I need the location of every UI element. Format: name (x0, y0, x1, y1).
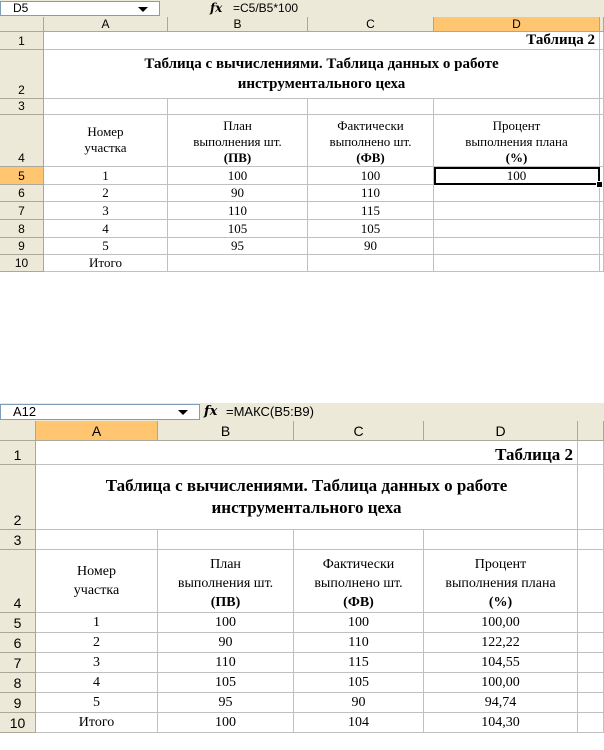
bottom-total-number-cell-text: Итого (78, 715, 115, 730)
bottom-column-header[interactable]: A (36, 421, 158, 441)
bottom-title-cell-text: Таблица с вычислениями. Таблица данных о работе (105, 475, 508, 495)
bottom-number-cell[interactable] (36, 633, 158, 653)
bottom-number-cell[interactable] (36, 673, 158, 693)
bottom-row-header[interactable]: 4 (0, 550, 36, 613)
bottom-plan-cell[interactable] (158, 613, 294, 633)
bottom-percent-cell[interactable] (424, 653, 578, 673)
top-row-header[interactable]: 2 (0, 50, 44, 99)
bottom-actual-cell[interactable] (294, 613, 424, 633)
top-filler-cell[interactable] (600, 115, 604, 167)
bottom-plan-cell-text: 95 (218, 695, 233, 710)
top-number-cell-text: 1 (102, 167, 109, 183)
bottom-total-plan-cell-text: 100 (215, 715, 236, 730)
bottom-header-percent-text: выполнения плана (445, 576, 556, 591)
top-row-header[interactable]: 6 (0, 185, 44, 202)
bottom-total-percent-cell[interactable] (424, 713, 578, 733)
bottom-select-all-corner[interactable] (0, 421, 36, 441)
bottom-number-cell-text: 5 (93, 695, 100, 710)
bottom-plan-cell[interactable] (158, 653, 294, 673)
bottom-header-plan-text: выполнения шт. (177, 576, 274, 591)
bottom-table-number-cell[interactable] (36, 441, 578, 465)
bottom-plan-cell[interactable] (158, 633, 294, 653)
top-number-cell[interactable] (44, 220, 168, 238)
top-header-number-text: Номер (87, 124, 124, 139)
bottom-filler-cell[interactable] (578, 633, 604, 653)
bottom-actual-cell-text: 105 (348, 675, 369, 690)
bottom-row-header[interactable]: 5 (0, 613, 36, 633)
top-number-cell-text: 2 (102, 185, 109, 200)
bottom-column-header[interactable]: C (294, 421, 424, 441)
top-formula-input[interactable]: =C5/B5*100 (233, 1, 299, 15)
bottom-column-header-filler (578, 421, 604, 441)
top-row-header[interactable]: 7 (0, 202, 44, 220)
top-percent-cell[interactable] (434, 185, 600, 202)
bottom-plan-cell-text: 100 (215, 615, 236, 630)
top-header-percent-text: Процент (492, 118, 541, 133)
top-actual-cell[interactable] (308, 167, 434, 185)
bottom-filler-cell[interactable] (578, 613, 604, 633)
top-row-header[interactable]: 1 (0, 32, 44, 50)
bottom-cell-grid (0, 421, 604, 750)
top-plan-cell[interactable] (168, 238, 308, 255)
top-header-plan-text: План (223, 118, 252, 133)
top-header-percent-text: выполнения плана (465, 134, 568, 149)
top-filler-cell[interactable] (600, 32, 604, 50)
bottom-plan-cell[interactable] (158, 693, 294, 713)
top-title-cell-text: инструментального цеха (237, 75, 406, 92)
top-filler-cell[interactable] (600, 255, 604, 272)
top-filler-cell[interactable] (600, 99, 604, 115)
top-fx-icon[interactable]: fx (210, 1, 223, 15)
bottom-header-plan-text: (ПВ) (210, 595, 241, 610)
bottom-row-header[interactable]: 7 (0, 653, 36, 673)
bottom-row-header[interactable]: 10 (0, 713, 36, 733)
bottom-number-cell[interactable] (36, 693, 158, 713)
top-actual-cell-text: 105 (360, 220, 381, 236)
top-table-number-cell[interactable] (44, 32, 600, 50)
top-total-plan-cell[interactable] (168, 255, 308, 272)
top-filler-cell[interactable] (600, 220, 604, 238)
bottom-header-plan-text: План (210, 557, 241, 572)
bottom-percent-cell[interactable] (424, 613, 578, 633)
bottom-total-actual-cell-text: 104 (348, 715, 369, 730)
top-plan-cell[interactable] (168, 185, 308, 202)
bottom-formula-bar (0, 403, 604, 422)
bottom-empty-cell[interactable] (294, 530, 424, 550)
bottom-actual-cell-text: 90 (351, 695, 366, 710)
bottom-header-number-text: Номер (77, 563, 116, 579)
top-percent-cell[interactable] (434, 238, 600, 255)
bottom-percent-cell[interactable] (424, 633, 578, 653)
top-actual-cell[interactable] (308, 220, 434, 238)
top-header-actual-text: выполнено шт. (329, 134, 412, 149)
bottom-header-percent[interactable] (424, 550, 578, 613)
bottom-header-percent-text: Процент (474, 557, 527, 572)
top-plan-cell[interactable] (168, 167, 308, 185)
bottom-header-actual-text: выполнено шт. (314, 576, 403, 591)
top-actual-cell[interactable] (308, 185, 434, 202)
top-column-header[interactable]: D (434, 17, 600, 32)
bottom-plan-cell-text: 105 (215, 675, 236, 690)
bottom-percent-cell-text: 122,22 (481, 635, 520, 650)
bottom-row-header[interactable]: 9 (0, 693, 36, 713)
bottom-percent-cell[interactable] (424, 673, 578, 693)
top-header-plan-text: (ПВ) (223, 150, 252, 165)
bottom-empty-cell[interactable] (158, 530, 294, 550)
bottom-total-percent-cell-text: 104,30 (481, 715, 520, 730)
top-percent-cell[interactable] (434, 220, 600, 238)
top-total-actual-cell[interactable] (308, 255, 434, 272)
top-empty-cell[interactable] (434, 99, 600, 115)
bottom-percent-cell-text: 100,00 (481, 615, 520, 630)
spreadsheet-top (0, 0, 604, 277)
bottom-table-number-cell-text: Таблица 2 (495, 445, 573, 464)
spreadsheet-bottom (0, 403, 604, 750)
bottom-row-header[interactable]: 6 (0, 633, 36, 653)
bottom-plan-cell[interactable] (158, 673, 294, 693)
bottom-row-header[interactable]: 8 (0, 673, 36, 693)
top-total-number-cell-text: Итого (89, 255, 122, 270)
bottom-empty-cell[interactable] (424, 530, 578, 550)
top-name-box[interactable]: D5 (0, 1, 160, 16)
top-total-number-cell[interactable] (44, 255, 168, 272)
top-row-header[interactable]: 5 (0, 167, 44, 185)
top-number-cell[interactable] (44, 185, 168, 202)
bottom-name-box-dropdown-icon[interactable] (178, 410, 188, 415)
bottom-row-header[interactable]: 1 (0, 441, 36, 465)
bottom-column-header[interactable]: B (158, 421, 294, 441)
bottom-header-number[interactable] (36, 550, 158, 613)
bottom-filler-cell[interactable] (578, 693, 604, 713)
top-column-header[interactable]: A (44, 17, 168, 32)
bottom-header-number-text: участка (73, 582, 120, 598)
top-empty-cell[interactable] (44, 99, 168, 115)
top-header-actual[interactable] (308, 115, 434, 167)
bottom-total-number-cell[interactable] (36, 713, 158, 733)
top-total-percent-cell[interactable] (434, 255, 600, 272)
top-number-cell-text: 4 (102, 220, 109, 236)
bottom-filler-cell[interactable] (578, 441, 604, 465)
top-percent-cell[interactable] (434, 167, 600, 185)
top-actual-cell-text: 100 (360, 167, 381, 183)
top-header-plan[interactable] (168, 115, 308, 167)
top-header-percent[interactable] (434, 115, 600, 167)
bottom-number-cell-text: 4 (93, 675, 100, 690)
top-table-number-cell-text: Таблица 2 (526, 32, 595, 48)
top-header-number[interactable] (44, 115, 168, 167)
bottom-header-plan[interactable] (158, 550, 294, 613)
top-plan-cell-text: 100 (227, 167, 248, 183)
top-select-all-corner[interactable] (0, 17, 44, 32)
bottom-number-cell-text: 2 (93, 635, 100, 650)
top-column-header[interactable]: C (308, 17, 434, 32)
bottom-fx-icon[interactable]: fx (204, 404, 218, 419)
bottom-header-percent-text: (%) (488, 595, 513, 610)
bottom-number-cell-text: 1 (93, 615, 100, 630)
top-percent-cell-text: 100 (506, 167, 527, 183)
bottom-actual-cell[interactable] (294, 653, 424, 673)
top-formula-bar (0, 0, 604, 18)
top-actual-cell[interactable] (308, 238, 434, 255)
bottom-formula-input[interactable]: =МАКС(B5:B9) (226, 404, 314, 419)
top-actual-cell-text: 90 (364, 238, 377, 253)
bottom-column-header[interactable]: D (424, 421, 578, 441)
bottom-percent-cell[interactable] (424, 693, 578, 713)
top-plan-cell-text: 95 (231, 238, 244, 253)
bottom-actual-cell-text: 110 (348, 635, 369, 650)
top-plan-cell[interactable] (168, 202, 308, 220)
top-filler-cell[interactable] (600, 202, 604, 220)
bottom-actual-cell[interactable] (294, 633, 424, 653)
top-percent-cell[interactable] (434, 202, 600, 220)
top-filler-cell[interactable] (600, 238, 604, 255)
top-title-cell-text: Таблица с вычислениями. Таблица данных о работе (144, 55, 499, 72)
top-header-actual-text: (ФВ) (356, 150, 385, 165)
top-fill-handle[interactable] (596, 181, 603, 188)
bottom-percent-cell-text: 104,55 (481, 655, 520, 670)
bottom-total-actual-cell[interactable] (294, 713, 424, 733)
bottom-header-actual[interactable] (294, 550, 424, 613)
top-row-header[interactable]: 4 (0, 115, 44, 167)
bottom-plan-cell-text: 90 (218, 635, 233, 650)
bottom-number-cell-text: 3 (93, 655, 100, 670)
bottom-title-cell[interactable] (36, 465, 578, 530)
top-plan-cell-text: 90 (231, 185, 244, 200)
top-column-header-filler (600, 17, 604, 32)
bottom-title-cell-text: инструментального цеха (211, 497, 402, 517)
bottom-row-header[interactable]: 2 (0, 465, 36, 530)
bottom-actual-cell-text: 100 (348, 615, 369, 630)
top-number-cell-text: 5 (102, 238, 109, 253)
bottom-number-cell[interactable] (36, 613, 158, 633)
bottom-actual-cell[interactable] (294, 693, 424, 713)
top-actual-cell-text: 115 (360, 202, 381, 218)
top-header-percent-text: (%) (505, 150, 528, 165)
top-name-box-dropdown-icon[interactable] (138, 7, 148, 12)
top-plan-cell-text: 105 (227, 220, 248, 236)
bottom-filler-cell[interactable] (578, 465, 604, 530)
bottom-percent-cell-text: 94,74 (484, 695, 517, 710)
bottom-total-plan-cell[interactable] (158, 713, 294, 733)
bottom-name-box[interactable]: A12 (0, 404, 200, 420)
top-number-cell[interactable] (44, 167, 168, 185)
bottom-header-actual-text: Фактически (322, 557, 395, 572)
bottom-empty-cell[interactable] (36, 530, 158, 550)
bottom-row-header[interactable]: 3 (0, 530, 36, 550)
bottom-actual-cell[interactable] (294, 673, 424, 693)
top-empty-cell[interactable] (308, 99, 434, 115)
top-empty-cell[interactable] (168, 99, 308, 115)
top-header-plan-text: выполнения шт. (193, 134, 282, 149)
top-row-header[interactable]: 3 (0, 99, 44, 115)
bottom-actual-cell-text: 115 (348, 655, 369, 670)
bottom-filler-cell[interactable] (578, 530, 604, 550)
top-plan-cell[interactable] (168, 220, 308, 238)
top-row-header[interactable]: 10 (0, 255, 44, 272)
top-filler-cell[interactable] (600, 50, 604, 99)
bottom-number-cell[interactable] (36, 653, 158, 673)
top-number-cell[interactable] (44, 238, 168, 255)
bottom-plan-cell-text: 110 (215, 655, 236, 670)
top-actual-cell[interactable] (308, 202, 434, 220)
top-column-header[interactable]: B (168, 17, 308, 32)
top-title-cell[interactable] (44, 50, 600, 99)
top-number-cell-text: 3 (102, 202, 109, 218)
bottom-filler-cell[interactable] (578, 713, 604, 733)
top-header-number-text: участка (84, 140, 127, 155)
top-header-actual-text: Фактически (337, 118, 404, 133)
top-cell-grid (0, 17, 604, 277)
bottom-header-actual-text: (ФВ) (343, 595, 374, 610)
top-row-header[interactable]: 9 (0, 238, 44, 255)
bottom-percent-cell-text: 100,00 (481, 675, 520, 690)
top-plan-cell-text: 110 (227, 202, 248, 218)
bottom-filler-cell[interactable] (578, 653, 604, 673)
bottom-filler-cell[interactable] (578, 673, 604, 693)
top-number-cell[interactable] (44, 202, 168, 220)
bottom-filler-cell[interactable] (578, 550, 604, 613)
top-actual-cell-text: 110 (360, 185, 381, 200)
top-row-header[interactable]: 8 (0, 220, 44, 238)
